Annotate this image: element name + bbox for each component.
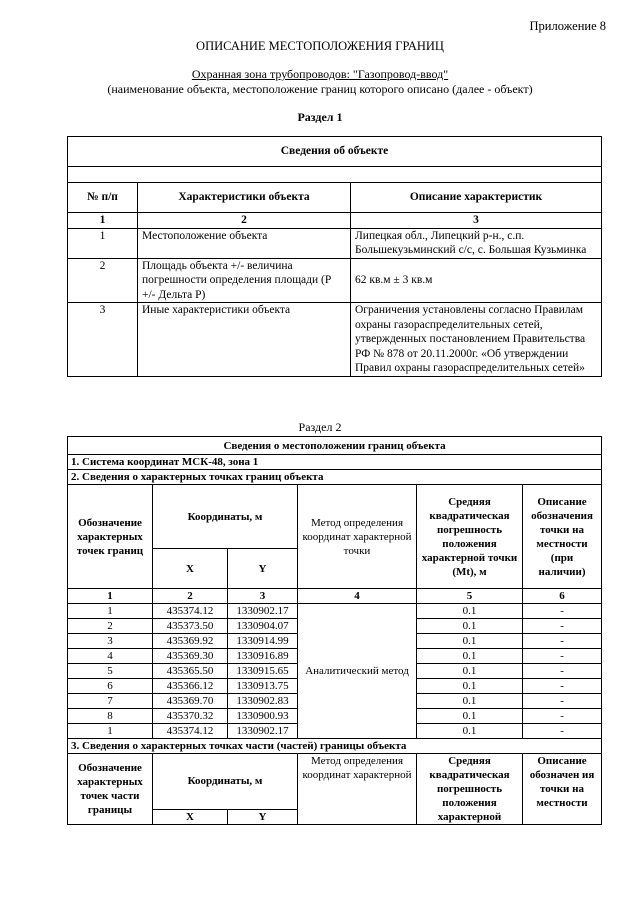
point-x: 435374.12 (153, 724, 228, 739)
row-characteristic: Иные характеристики объекта (138, 303, 351, 377)
point-error: 0.1 (417, 664, 523, 679)
page-title: ОПИСАНИЕ МЕСТОПОЛОЖЕНИЯ ГРАНИЦ (196, 39, 444, 53)
header-characteristic: Характеристики объекта (138, 183, 351, 213)
point-label: 1 (68, 604, 153, 619)
part-header-y: Y (228, 809, 298, 824)
row-characteristic: Местоположение объекта (138, 228, 351, 258)
header-number: № п/п (68, 183, 138, 213)
header-method: Метод определения координат характерной точки (298, 485, 417, 589)
header-y: Y (228, 549, 298, 589)
point-description: - (523, 664, 602, 679)
row-number: 1 (68, 228, 138, 258)
point-x: 435373.50 (153, 619, 228, 634)
object-table-title: Сведения об объекте (68, 137, 602, 167)
appendix-label: Приложение 8 (529, 19, 606, 33)
col-number: 5 (417, 589, 523, 604)
point-x: 435374.12 (153, 604, 228, 619)
point-description: - (523, 724, 602, 739)
point-description: - (523, 649, 602, 664)
point-x: 435370.32 (153, 709, 228, 724)
zone-name: "Газопровод-ввод" (349, 67, 449, 81)
row-description: Липецкая обл., Липецкий р-н., с.п. Большекузьминский с/с, с. Большая Кузьминка (351, 228, 602, 258)
spacer-row (68, 167, 602, 183)
point-x: 435365.50 (153, 664, 228, 679)
row-number: 3 (68, 303, 138, 377)
header-error: Средняя квадратическая погрешность положения характерной точки (Mt), м (417, 485, 523, 589)
point-label: 3 (68, 634, 153, 649)
point-description: - (523, 634, 602, 649)
table-row (68, 604, 602, 619)
point-label: 6 (68, 679, 153, 694)
point-error: 0.1 (417, 694, 523, 709)
part-section-title: 3. Сведения о характерных точках части (частей) границы объекта (68, 739, 602, 754)
col-number: 4 (298, 589, 417, 604)
point-description: - (523, 694, 602, 709)
point-label: 5 (68, 664, 153, 679)
col-number: 3 (351, 213, 602, 229)
section2-label: Раздел 2 (298, 420, 342, 434)
point-error: 0.1 (417, 619, 523, 634)
header-location-desc: Описание обозначения точки на местности (при наличии) (523, 485, 602, 589)
point-y: 1330904.07 (228, 619, 298, 634)
boundary-table (67, 436, 602, 825)
row-description: 62 кв.м ± 3 кв.м (351, 258, 602, 303)
boundary-table-title: Сведения о местоположении границ объекта (68, 437, 602, 455)
points-section-title: 2. Сведения о характерных точках границ объекта (68, 470, 602, 485)
col-number: 2 (138, 213, 351, 229)
point-error: 0.1 (417, 649, 523, 664)
point-description: - (523, 679, 602, 694)
point-y: 1330902.83 (228, 694, 298, 709)
point-error: 0.1 (417, 634, 523, 649)
point-label: 2 (68, 619, 153, 634)
part-header-coords: Координаты, м (153, 754, 298, 810)
point-description: - (523, 604, 602, 619)
point-x: 435369.30 (153, 649, 228, 664)
point-x: 435366.12 (153, 679, 228, 694)
part-header-error: Средняя квадратическая погрешность положения характерной (417, 754, 523, 825)
row-characteristic: Площадь объекта +/- величина погрешности определения площади (Р +/- Дельта Р) (138, 258, 351, 303)
point-x: 435369.92 (153, 634, 228, 649)
table-row (68, 228, 602, 258)
col-number: 6 (523, 589, 602, 604)
row-description: Ограничения установлены согласно Правилам охраны газораспределительных сетей, утвержденных постановлением Правительства РФ № 878 от 20.11.2000г. «Об утверждении Правил охраны газораспределительных сетей» (351, 303, 602, 377)
point-label: 8 (68, 709, 153, 724)
part-header-location-desc: Описание обозначен ия точки на местности (523, 754, 602, 825)
section1-label: Раздел 1 (297, 110, 343, 124)
point-y: 1330913.75 (228, 679, 298, 694)
header-description: Описание характеристик (351, 183, 602, 213)
zone-label: Охранная зона трубопроводов: (191, 67, 350, 81)
point-method: Аналитический метод (298, 604, 417, 739)
point-description: - (523, 619, 602, 634)
point-label: 4 (68, 649, 153, 664)
header-x: X (153, 549, 228, 589)
object-caption: (наименование объекта, местоположение границ которого описано (далее - объект) (107, 82, 533, 96)
point-error: 0.1 (417, 724, 523, 739)
coordinate-system: 1. Система координат МСК-48, зона 1 (68, 455, 602, 470)
point-y: 1330916.89 (228, 649, 298, 664)
header-point: Обозначение характерных точек границ (68, 485, 153, 589)
point-y: 1330902.17 (228, 604, 298, 619)
col-number: 1 (68, 589, 153, 604)
col-number: 2 (153, 589, 228, 604)
point-error: 0.1 (417, 679, 523, 694)
point-y: 1330915.65 (228, 664, 298, 679)
table-row (68, 303, 602, 377)
point-error: 0.1 (417, 709, 523, 724)
point-y: 1330900.93 (228, 709, 298, 724)
point-y: 1330902.17 (228, 724, 298, 739)
point-label: 7 (68, 694, 153, 709)
header-coords: Координаты, м (153, 485, 298, 549)
col-number: 1 (68, 213, 138, 229)
point-x: 435369.70 (153, 694, 228, 709)
point-y: 1330914.99 (228, 634, 298, 649)
zone-line (0, 67, 640, 82)
points-body (68, 604, 602, 739)
point-label: 1 (68, 724, 153, 739)
row-number: 2 (68, 258, 138, 303)
point-error: 0.1 (417, 604, 523, 619)
part-header-point: Обозначение характерных точек части границы (68, 754, 153, 825)
point-description: - (523, 709, 602, 724)
col-number: 3 (228, 589, 298, 604)
part-header-method: Метод определения координат характерной (298, 754, 417, 825)
object-info-table (67, 136, 602, 377)
part-header-x: X (153, 809, 228, 824)
table-row (68, 258, 602, 303)
